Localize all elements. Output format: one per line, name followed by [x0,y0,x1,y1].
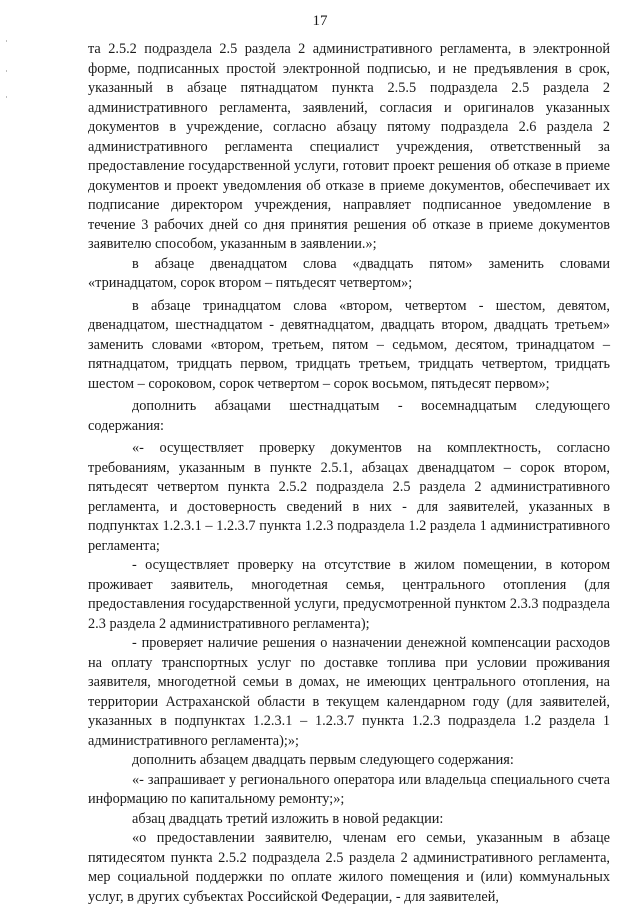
paragraph: «- осуществляет проверку документов на комплектность, согласно требованиям, указанным в пункте 2.5.1, абзацах двенадцатом – сорок втором, пятьдесят четвертом пункта 2.5.2 подраздела 2.5 раздела 2 административного регламента, и достоверность сведений в них - для заявителей, указанных в подпунктах 1.2.3.1 – 1.2.3.7 пункта 1.2.3 подраздела 1.2 раздела 1 административного регламента; [88,440,610,554]
paragraph: дополнить абзацем двадцать первым следующего содержания: [132,752,514,768]
paragraph: абзац двадцать третий изложить в новой редакции: [132,810,444,827]
margin-mark [6,70,7,72]
document-body [88,40,610,907]
page-number: 17 [312,13,328,29]
paragraph: «о предоставлении заявителю, членам его семьи, указанным в абзаце пятидесятом пункта 2.5.2 подраздела 2.5 раздела 2 административного регламента, мер социальной поддержки по оплате жилого помещения и (или) коммунальных услуг, в других субъектах Российской Федерации, - для заявителей, [88,830,610,905]
paragraph: в абзаце двенадцатом слова «двадцать пятом» заменить словами «тринадцатом, сорок втором – пятьдесят четвертом»; [88,255,610,291]
margin-mark [6,96,7,98]
margin-mark [6,40,7,42]
paragraph: - осуществляет проверку на отсутствие в жилом помещении, в котором проживает заявитель, многодетная семья, центрального отопления (для предоставления государственной услуги, предусмотренной пунктом 2.3.3 подраздела 2.3 раздела 2 административного регламента); [88,557,610,632]
paragraph-continuation: та 2.5.2 подраздела 2.5 раздела 2 административного регламента, в электронной форме, подписанных простой электронной подписью, и не предъявления в срок, указанный в абзаце пятнадцатом пункта 2.5.5 подраздела 2.5 раздела 2 административного регламента, заявлений, согласия и оригиналов указанных документов в учреждение, согласно абзацу пятому подраздела 2.6 раздела 2 административного регламента специалист учреждения, ответственный за предоставление государственной услуги, готовит проект решения об отказе в приеме документов и проект уведомления об отказе в приеме документов, обеспечивает их подписание директором учреждения, направляет подписанное уведомление в течение 3 рабочих дней со дня принятия решения об отказе в приеме документов заявителю способом, указанным в заявлении.»; [88,41,610,252]
paragraph: - проверяет наличие решения о назначении денежной компенсации расходов на оплату транспортных услуг по доставке топлива при условии проживания заявителя, многодетной семьи в домах, не имеющих центрального отопления, на территории Астраханской области в текущем календарном году (для заявителей, указанных в подпунктах 1.2.3.1 – 1.2.3.7 пункта 1.2.3 подраздела 1.2 раздела 1 административного регламента);»; [88,635,610,749]
paragraph: в абзаце тринадцатом слова «втором, четвертом - шестом, девятом, двенадцатом, шестнадцатом - девятнадцатом, двадцать втором, двадцать третьем» заменить словами «втором, третьем, пятом – седьмом, десятом, тринадцатом – пятнадцатом, тридцать первом, тридцать третьем, тридцать четвертом, тридцать шестом – сороковом, сорок четвертом – сорок восьмом, пятьдесят первом»; [88,297,610,392]
paragraph: дополнить абзацами шестнадцатым - восемнадцатым следующего содержания: [88,398,610,434]
paragraph: «- запрашивает у регионального оператора или владельца специального счета информацию по капитальному ремонту;»; [88,771,610,807]
